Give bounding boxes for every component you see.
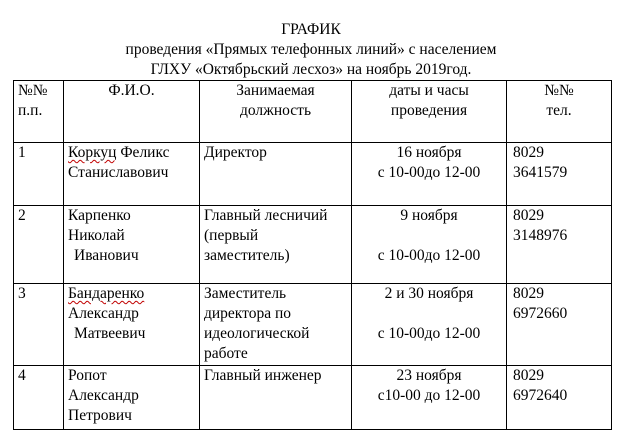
row-position-line1: Директор [204, 144, 267, 161]
row-time: с10-00 до 12-00 [377, 387, 481, 404]
row-full-name [64, 366, 200, 430]
row-date: 2 и 30 ноября [384, 285, 474, 302]
row-position-line3: заместитель) [204, 247, 290, 264]
row-date: 23 ноября [396, 367, 462, 384]
row-position [200, 206, 352, 284]
row-dates [352, 366, 507, 430]
row-name-line2: Александр [68, 387, 139, 404]
row-full-name [64, 206, 200, 284]
table-row [14, 366, 612, 430]
header-position [200, 81, 352, 143]
row-number: 4 [14, 366, 64, 430]
row-name-line3: Петрович [68, 407, 132, 424]
row-phone-code: 8029 [513, 367, 544, 384]
row-name-line2: Станиславович [68, 164, 169, 181]
table-row [14, 143, 612, 206]
row-date: 16 ноября [396, 144, 462, 161]
row-position-line1: Заместитель [204, 285, 287, 302]
row-phone [507, 284, 612, 366]
row-position-line3: идеологической [204, 325, 310, 342]
header-name-label: Ф.И.О. [108, 82, 155, 99]
heading-title: ГРАФИК [281, 21, 341, 38]
row-position-line2: директора по [204, 305, 292, 322]
row-surname: Ропот [68, 367, 107, 384]
row-name-rest: Феликс [116, 144, 170, 161]
header-number-line2: п.п. [18, 102, 43, 119]
row-phone-number: 3641579 [513, 164, 568, 181]
row-name-line3: Иванович [74, 247, 139, 264]
row-phone-code: 8029 [513, 207, 544, 224]
table-row [14, 284, 612, 366]
row-name-line2: Николай [68, 227, 125, 244]
row-time: с 10-00до 12-00 [377, 247, 481, 264]
row-position-line2: (первый [204, 227, 259, 244]
row-phone-number: 3148976 [513, 227, 568, 244]
row-phone-number: 6972640 [513, 387, 568, 404]
row-position [200, 284, 352, 366]
header-dates [352, 81, 507, 143]
header-tel-line2: тел. [546, 102, 572, 119]
row-number: 1 [14, 143, 64, 206]
row-dates [352, 206, 507, 284]
row-name-line2: Александр [68, 305, 139, 322]
row-dates [352, 284, 507, 366]
row-dates [352, 143, 507, 206]
heading-subtitle: проведения «Прямых телефонных линий» с населением [125, 41, 497, 58]
row-phone [507, 366, 612, 430]
row-position-line4: работе [204, 345, 248, 362]
header-dates-line1: даты и часы [389, 82, 469, 99]
header-position-line1: Занимаемая [236, 82, 315, 99]
header-tel [507, 81, 612, 143]
header-row [14, 81, 612, 143]
header-name [64, 81, 200, 143]
row-name-line3: Матвеевич [74, 325, 146, 342]
row-position [200, 366, 352, 430]
heading-organization: ГЛХУ «Октябрьский лесхоз» на ноябрь 2019год. [150, 61, 472, 78]
row-full-name [64, 143, 200, 206]
row-surname: Бандаренко [68, 285, 145, 302]
document-heading [0, 20, 622, 80]
row-phone-code: 8029 [513, 285, 544, 302]
row-phone [507, 143, 612, 206]
row-phone-code: 8029 [513, 144, 544, 161]
header-number-line1: №№ [18, 82, 48, 99]
row-surname: Коркуц [68, 144, 117, 161]
schedule-table [13, 80, 612, 430]
row-number: 2 [14, 206, 64, 284]
row-phone-number: 6972660 [513, 305, 568, 322]
table-row [14, 206, 612, 284]
row-position-line1: Главный инженер [204, 367, 322, 384]
row-position [200, 143, 352, 206]
row-time: с 10-00до 12-00 [377, 164, 481, 181]
row-phone [507, 206, 612, 284]
row-date: 9 ноября [400, 207, 458, 224]
header-dates-line2: проведения [390, 102, 468, 119]
header-tel-line1: №№ [544, 82, 574, 99]
row-full-name [64, 284, 200, 366]
row-surname: Карпенко [68, 207, 131, 224]
header-number [14, 81, 64, 143]
row-time: с 10-00до 12-00 [377, 325, 481, 342]
header-position-line2: должность [239, 102, 312, 119]
row-number: 3 [14, 284, 64, 366]
row-position-line1: Главный лесничий [204, 207, 328, 224]
